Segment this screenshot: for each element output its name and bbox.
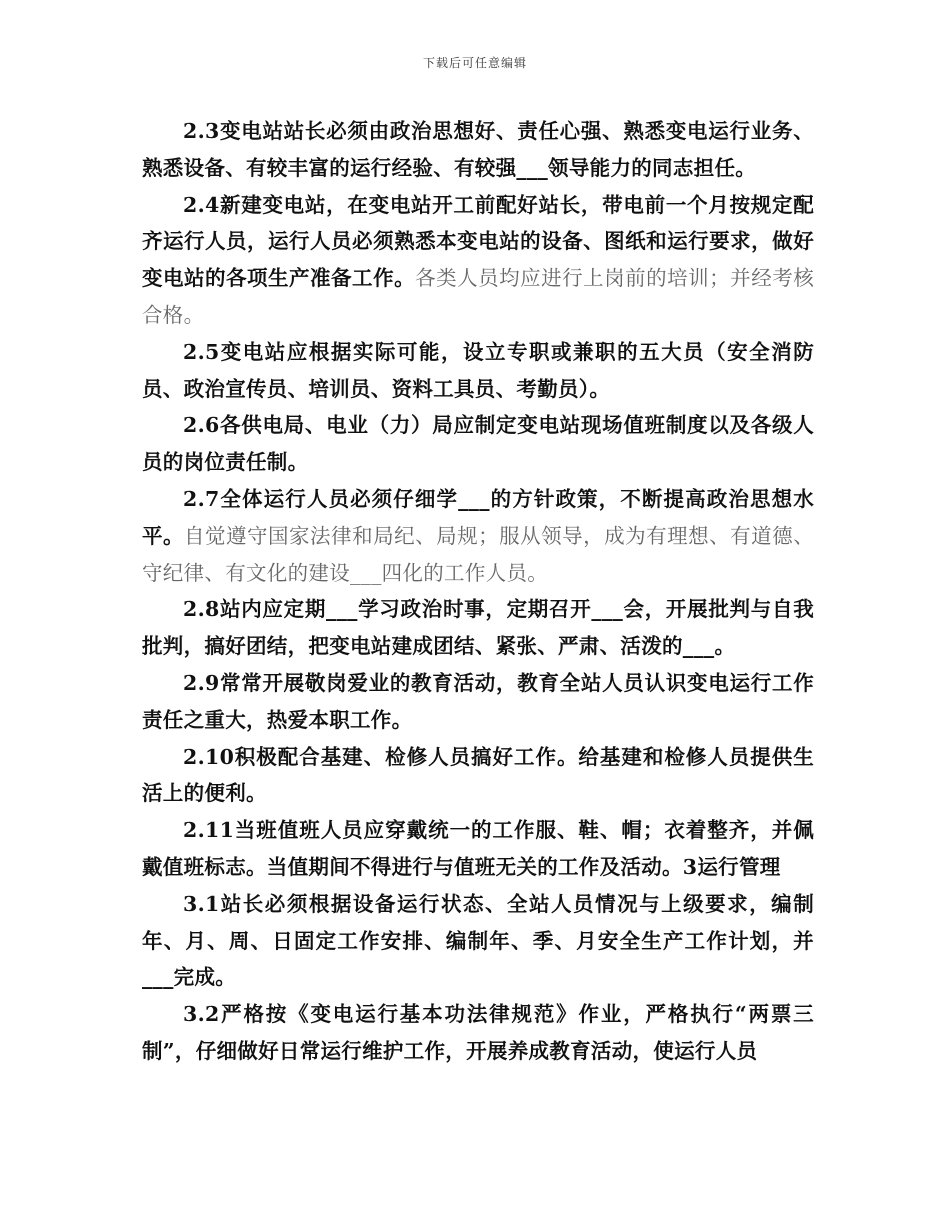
paragraph-text: 2.11当班值班人员应穿戴统一的工作服、鞋、帽；衣着整齐，并佩戴值班标志。当值期间不得进行与值班无关的工作及活动。3运行管理 [142,818,814,879]
paragraph-3-2 [142,996,814,1070]
document-body [142,113,814,1070]
paragraph-2-9 [142,665,814,739]
paragraph-light-text: 自觉遵守国家法律和局纪、局规；服从领导，成为有理想、有道德、守纪律、有文化的建设___四化的工作人员。 [142,523,814,585]
page-header: 下载后可任意编辑 [422,56,527,70]
paragraph-2-6 [142,407,814,481]
paragraph-text: 3.1站长必须根据设备运行状态、全站人员情况与上级要求，编制年、月、周、日固定工作安排、编制年、季、月安全生产工作计划，并___完成。 [142,891,814,990]
paragraph-text: 2.6各供电局、电业（力）局应制定变电站现场值班制度以及各级人员的岗位责任制。 [142,413,814,475]
paragraph-text: 2.5变电站应根据实际可能，设立专职或兼职的五大员（安全消防员、政治宣传员、培训员、资料工具员、考勤员）。 [142,339,814,401]
paragraph-2-3 [142,113,814,187]
paragraph-2-7 [142,481,814,591]
paragraph-text: 2.9常常开展敬岗爱业的教育活动，教育全站人员认识变电运行工作责任之重大，热爱本职工作。 [142,670,814,732]
paragraph-text: 2.7全体运行人员必须仔细学___的方针政策，不断提高政治思想水平。 [142,486,814,548]
paragraph-text: 2.10积极配合基建、检修人员搞好工作。给基建和检修人员提供生活上的便利。 [142,744,814,806]
paragraph-3-1 [142,886,814,996]
paragraph-2-5 [142,334,814,408]
paragraph-2-10 [142,739,814,813]
paragraph-text: 2.8站内应定期___学习政治时事，定期召开___会，开展批判与自我批判，搞好团结，把变电站建成团结、紧张、严肃、活泼的___。 [142,597,814,659]
paragraph-light-text: 各类人员均应进行上岗前的培训；并经考核合格。 [142,266,815,327]
paragraph-2-8 [142,591,814,665]
paragraph-text: 2.3变电站站长必须由政治思想好、责任心强、熟悉变电运行业务、熟悉设备、有较丰富的运行经验、有较强___领导能力的同志担任。 [142,119,814,180]
paragraph-text: 3.2严格按《变电运行基本功法律规范》作业，严格执行“两票三制”，仔细做好日常运行维护工作，开展养成教育活动，使运行人员 [142,1002,814,1063]
paragraph-2-4 [142,187,814,334]
paragraph-text: 2.4新建变电站，在变电站开工前配好站长，带电前一个月按规定配齐运行人员，运行人员必须熟悉本变电站的设备、图纸和运行要求，做好变电站的各项生产准备工作。 [142,192,814,291]
paragraph-2-11 [142,812,814,886]
